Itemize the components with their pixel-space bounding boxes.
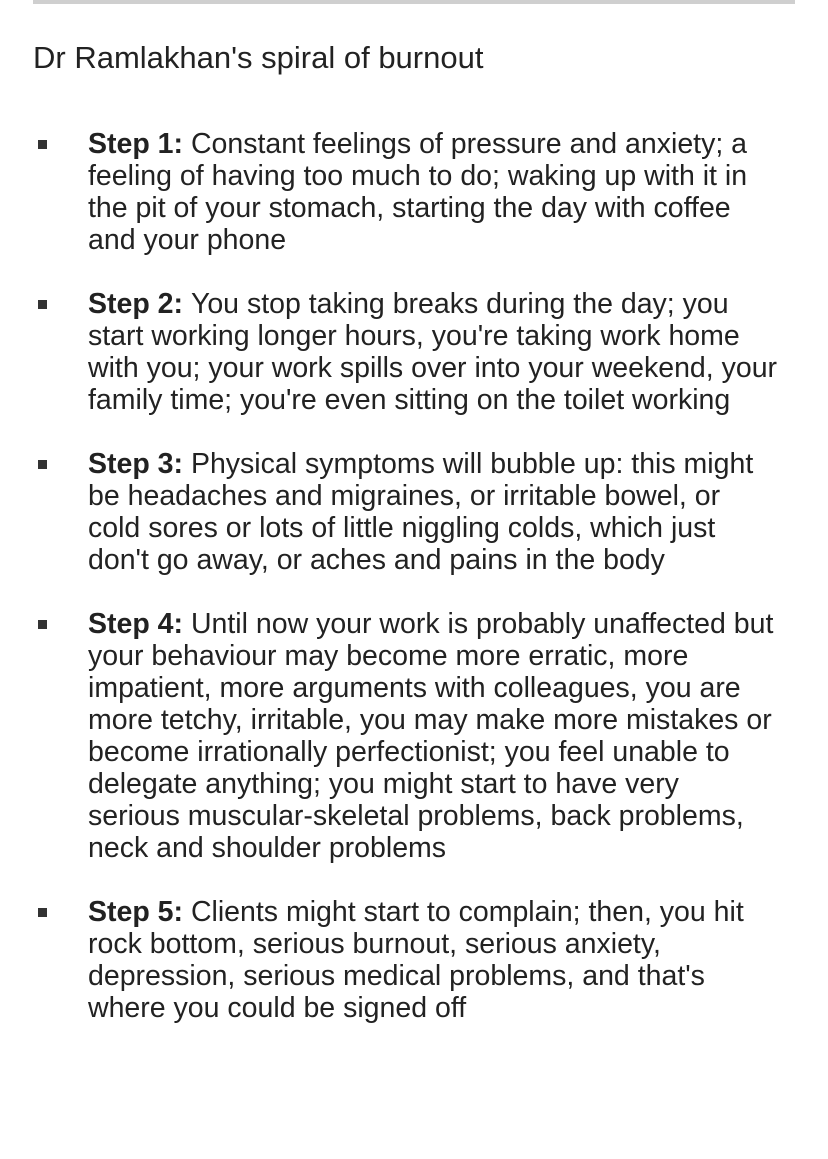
step-label: Step 1:: [88, 128, 191, 160]
list-item-step-3: [0, 448, 828, 576]
step-label: Step 3:: [88, 448, 191, 480]
step-text: You stop taking breaks during the day; you start working longer hours, you're taking work home with you; your work spills over into your weekend, your family time; you're even sitting on the toilet working: [88, 288, 778, 416]
square-bullet-icon: [38, 460, 47, 469]
steps-list: [0, 128, 828, 1056]
step-text: Clients might start to complain; then, you hit rock bottom, serious burnout, serious anxiety, depression, serious medical problems, and that's where you could be signed off: [88, 896, 744, 1024]
list-item-step-4: [0, 608, 828, 864]
square-bullet-icon: [38, 908, 47, 917]
factbox-title: Dr Ramlakhan's spiral of burnout: [33, 40, 484, 75]
step-text: Constant feelings of pressure and anxiety; a feeling of having too much to do; waking up with it in the pit of your stomach, starting the day with coffee and your phone: [88, 128, 748, 256]
list-item-step-5: [0, 896, 828, 1024]
step-text: Until now your work is probably unaffected but your behaviour may become more erratic, more impatient, more arguments with colleagues, you are more tetchy, irritable, you may make more mistakes or become irrationally perfectionist; you feel unable to delegate anything; you might start to have very serious muscular-skeletal problems, back problems, neck and shoulder problems: [88, 608, 774, 864]
list-item-step-2: [0, 288, 828, 416]
square-bullet-icon: [38, 300, 47, 309]
step-label: Step 5:: [88, 896, 191, 928]
step-label: Step 4:: [88, 608, 191, 640]
square-bullet-icon: [38, 140, 47, 149]
list-item-step-1: [0, 128, 828, 256]
step-text: Physical symptoms will bubble up: this might be headaches and migraines, or irritable bowel, or cold sores or lots of little niggling colds, which just don't go away, or aches and pains in the body: [88, 448, 754, 576]
step-label: Step 2:: [88, 288, 191, 320]
square-bullet-icon: [38, 620, 47, 629]
top-divider: [33, 0, 795, 4]
